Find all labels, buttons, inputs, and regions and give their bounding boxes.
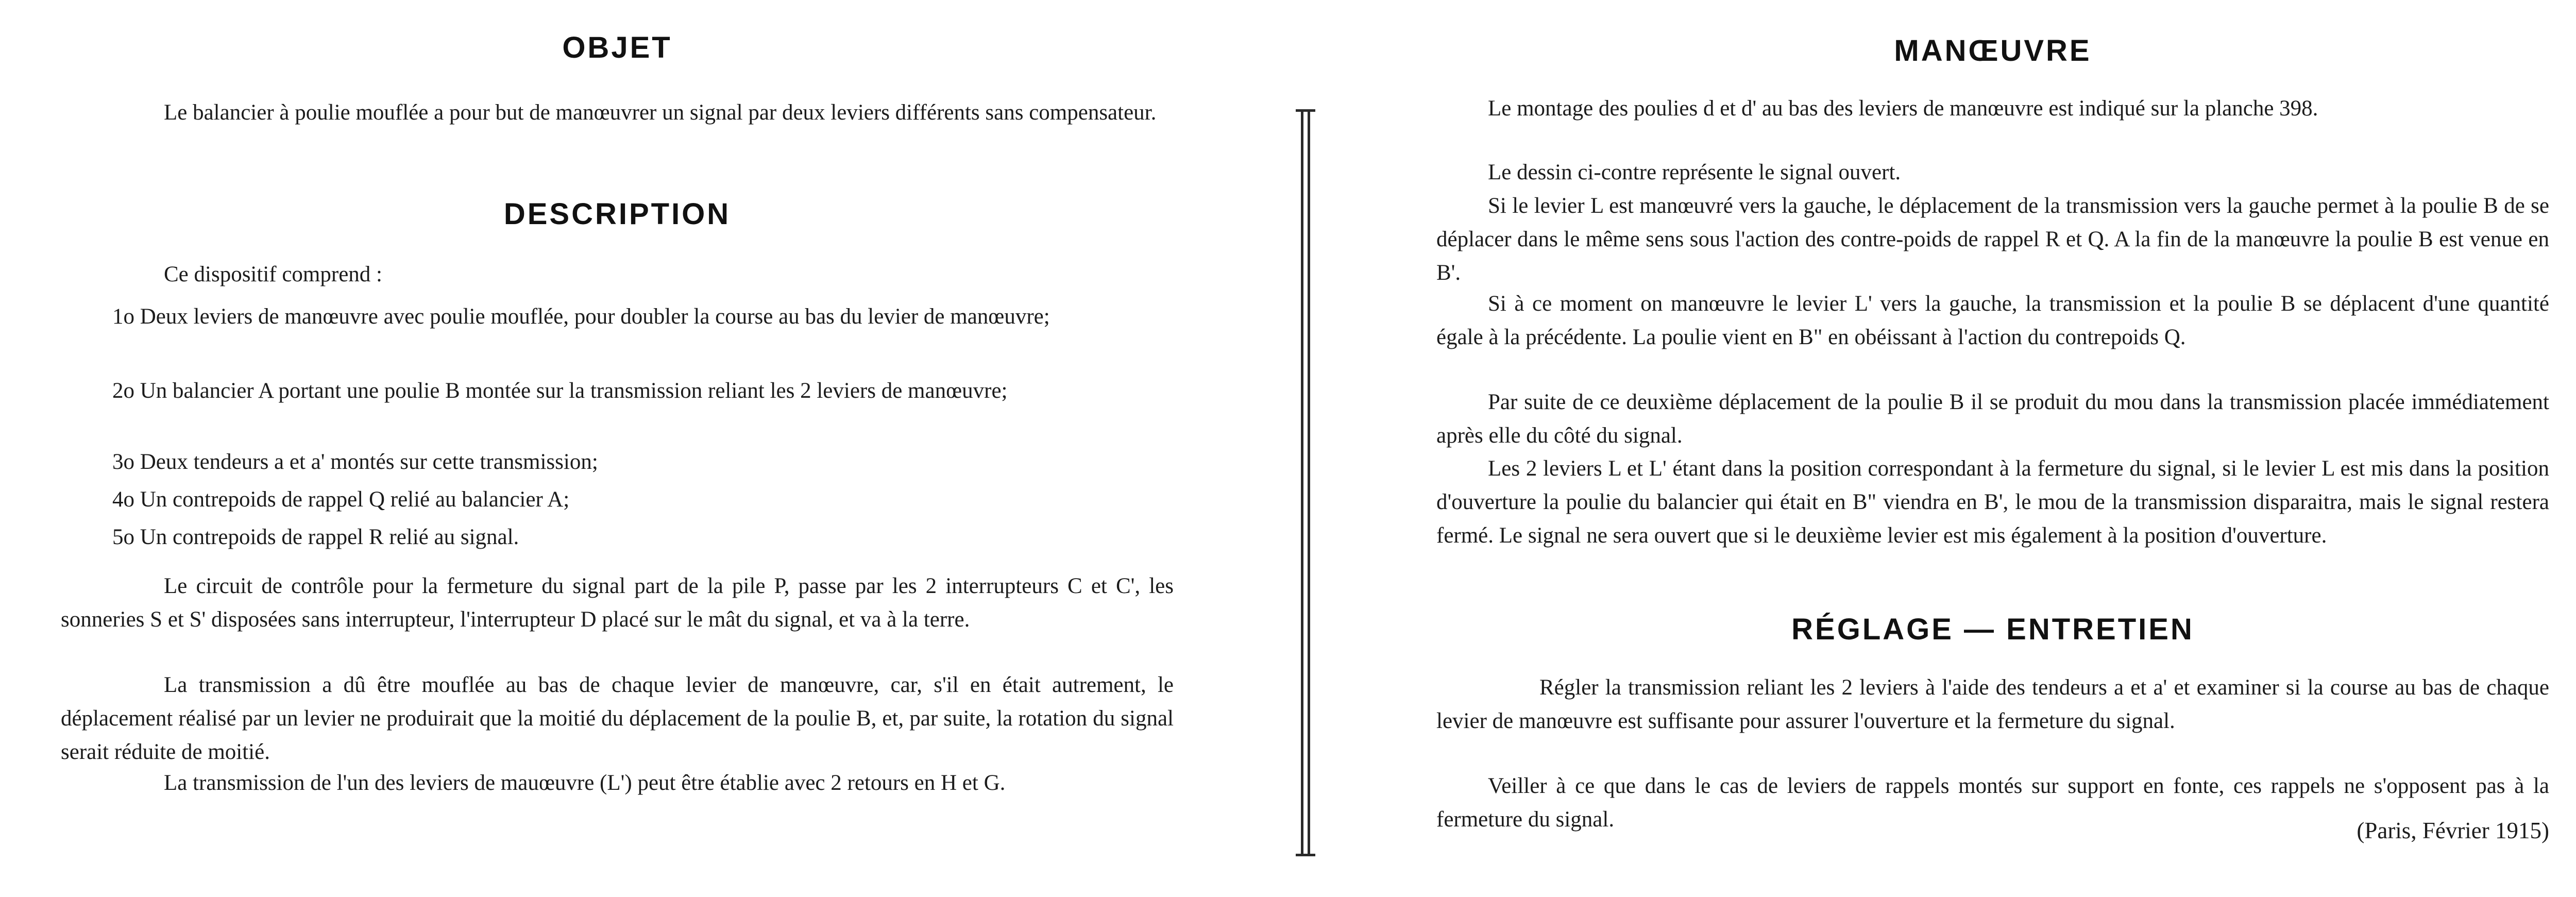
description-item-4: 4o Un contrepoids de rappel Q relié au balancier A; (112, 487, 570, 512)
reglage-paragraph-1: Régler la transmission reliant les 2 leviers à l'aide des tendeurs a et a' et examiner si la course au bas de chaque levier de manœuvre est suffisante pour assurer l'ouverture et la fermeture du signal. (1436, 675, 2549, 733)
reglage-paragraph-2: Veiller à ce que dans le cas de leviers de rappels montés sur support en fonte, ces rappels ne s'opposent pas à la fermeture du signal. (1436, 774, 2549, 832)
objet-paragraph: Le balancier à poulie mouflée a pour but de manœuvrer un signal par deux leviers différents sans compensateur. (164, 100, 1157, 125)
column-divider (1301, 109, 1310, 856)
manoeuvre-paragraph-1: Le montage des poulies d et d' au bas des leviers de manœuvre est indiqué sur la planche 398. (1488, 96, 2318, 121)
description-item-1: 1o Deux leviers de manœuvre avec poulie mouflée, pour doubler la course au bas du levier de manœuvre; (112, 304, 1050, 329)
manoeuvre-paragraph-4: Si à ce moment on manœuvre le levier L' vers la gauche, la transmission et la poulie B se déplacent d'une quantité égale à la précédente. La poulie vient en B" en obéissant à l'action du contrepoids Q. (1436, 292, 2549, 349)
divider-top-cap (1296, 109, 1315, 112)
divider-bottom-cap (1296, 854, 1315, 856)
description-item-3: 3o Deux tendeurs a et a' montés sur cette transmission; (112, 450, 598, 474)
manoeuvre-paragraph-3: Si le levier L est manœuvré vers la gauche, le déplacement de la transmission vers la gauche permet à la poulie B de se déplacer dans le même sens sous l'action des contre-poids de rappel R et Q. A la fin de la manœuvre la poulie B est venue en B'. (1436, 194, 2549, 285)
manoeuvre-paragraph-5: Par suite de ce deuxième déplacement de la poulie B il se produit du mou dans la transmission placée immédiatement après elle du côté du signal. (1436, 390, 2549, 448)
manoeuvre-heading: MANŒUVRE (1894, 34, 2092, 67)
manoeuvre-paragraph-2: Le dessin ci-contre représente le signal ouvert. (1488, 160, 1901, 184)
place-date: (Paris, Février 1915) (2357, 818, 2549, 843)
transmission-paragraph: La transmission a dû être mouflée au bas de chaque levier de manœuvre, car, s'il en était autrement, le déplacement réalisé par un levier ne produirait que la moitié du déplacement de la poulie B, et, par suite, la rotation du signal serait réduite de moitié. (61, 673, 1174, 764)
description-item-2: 2o Un balancier A portant une poulie B montée sur la transmission reliant les 2 leviers de manœuvre; (112, 379, 1008, 403)
manoeuvre-paragraph-6: Les 2 leviers L et L' étant dans la position correspondant à la fermeture du signal, si le levier L est mis dans la position d'ouverture la poulie du balancier qui était en B" viendra en B', le mou de la transmission disparaitra, mais le signal restera fermé. Le signal ne sera ouvert que si le deuxième levier est mis également à la position d'ouverture. (1436, 456, 2549, 548)
reglage-heading: RÉGLAGE — ENTRETIEN (1791, 613, 2194, 646)
circuit-paragraph: Le circuit de contrôle pour la fermeture du signal part de la pile P, passe par les 2 interrupteurs C et C', les sonneries S et S' disposées sans interrupteur, l'interrupteur D placé sur le mât du signal, et va à la terre. (61, 574, 1174, 632)
retours-paragraph: La transmission de l'un des leviers de mauœuvre (L') peut être établie avec 2 retours en H et G. (164, 771, 1006, 795)
objet-heading: OBJET (562, 31, 672, 64)
description-intro: Ce dispositif comprend : (164, 262, 382, 286)
description-item-5: 5o Un contrepoids de rappel R relié au signal. (112, 525, 519, 549)
description-heading: DESCRIPTION (503, 197, 731, 231)
